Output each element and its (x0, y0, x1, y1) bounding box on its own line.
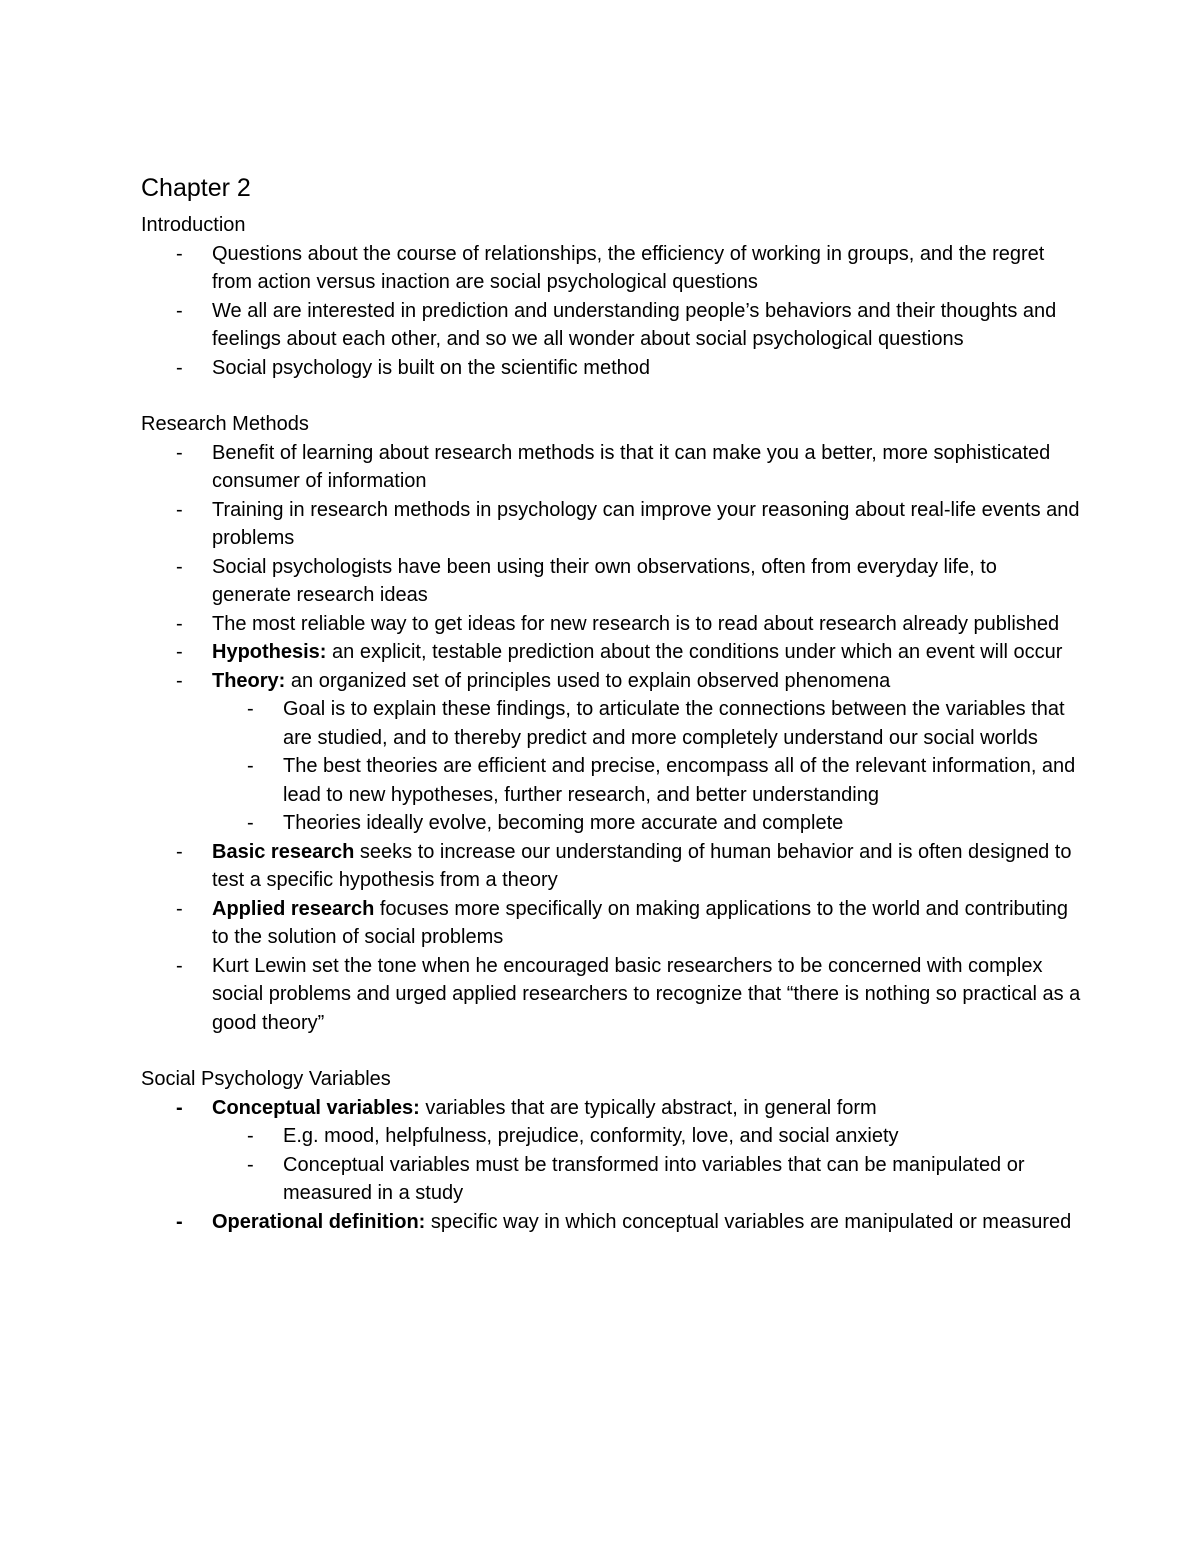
section-social-psychology-variables (141, 1065, 1081, 1236)
list-item (141, 354, 1081, 383)
list-item-text: Social psychologists have been using their own observations, often from everyday life, to generate research ideas (212, 555, 997, 606)
dash-bullet: - (247, 1153, 254, 1176)
section-heading: Introduction (141, 214, 246, 236)
dash-bullet: - (176, 242, 183, 265)
list-item (141, 952, 1081, 1038)
list-item-theory (141, 667, 1081, 838)
list-item-text: Social psychology is built on the scientific method (212, 356, 651, 379)
list-item (141, 439, 1081, 496)
sub-list-item (212, 809, 1081, 838)
list-item-text: Kurt Lewin set the tone when he encouraged basic researchers to be concerned with complex social problems and urged applied researchers to recognize that “there is nothing so practical as a good theory” (212, 954, 1081, 1034)
sub-list-item (212, 752, 1081, 809)
list-item (141, 610, 1081, 639)
sub-bullet-list (212, 1122, 1081, 1208)
term-label: Operational definition: (212, 1210, 426, 1233)
dash-bullet: - (247, 698, 254, 720)
list-item-operational-definition (141, 1208, 1081, 1237)
sub-list-item (212, 695, 1081, 752)
dash-bullet: - (176, 555, 183, 578)
section-introduction (141, 211, 1081, 382)
sub-list-item (212, 1151, 1081, 1208)
term-label: Applied research (212, 897, 375, 920)
dash-bullet: - (176, 1096, 183, 1119)
list-item-hypothesis (141, 638, 1081, 667)
section-heading: Social Psychology Variables (141, 1068, 391, 1090)
dash-bullet: - (176, 612, 183, 635)
list-item-text: The most reliable way to get ideas for new research is to read about research already published (212, 612, 1060, 635)
dash-bullet: - (176, 356, 183, 379)
bullet-list (141, 1094, 1081, 1237)
list-item-text: We all are interested in prediction and understanding people’s behaviors and their thoughts and feelings about each other, and so we all wonder about social psychological questions (212, 299, 1057, 350)
dash-bullet: - (176, 954, 183, 977)
sub-list-item-text: Conceptual variables must be transformed into variables that can be manipulated or measured in a study (283, 1153, 1025, 1204)
dash-bullet: - (176, 299, 183, 322)
definition-text: specific way in which conceptual variables are manipulated or measured (425, 1210, 1072, 1233)
list-item-text: Benefit of learning about research methods is that it can make you a better, more sophisticated consumer of information (212, 441, 1051, 492)
dash-bullet: - (176, 641, 183, 663)
sub-list-item (212, 1122, 1081, 1151)
list-item (141, 297, 1081, 354)
dash-bullet: - (176, 897, 183, 920)
dash-bullet: - (176, 441, 183, 464)
list-item (141, 553, 1081, 610)
bullet-list (141, 439, 1081, 1038)
term-label: Basic research (212, 840, 355, 863)
term-label: Conceptual variables: (212, 1096, 420, 1119)
list-item-applied-research (141, 895, 1081, 952)
definition-text: an explicit, testable prediction about the conditions under which an event will occur (326, 641, 1063, 663)
document-page (141, 170, 1081, 1236)
sub-list-item-text: Goal is to explain these findings, to articulate the connections between the variables that are studied, and to thereby predict and more completely understand our social worlds (283, 698, 1065, 749)
dash-bullet: - (247, 812, 254, 834)
dash-bullet: - (176, 1210, 183, 1233)
dash-bullet: - (176, 498, 183, 521)
bullet-list (141, 240, 1081, 383)
definition-text: an organized set of principles used to explain observed phenomena (285, 669, 891, 692)
term-label: Hypothesis: (212, 641, 327, 663)
list-item-text: Questions about the course of relationships, the efficiency of working in groups, and the regret from action versus inaction are social psychological questions (212, 242, 1045, 293)
dash-bullet: - (176, 840, 183, 863)
dash-bullet: - (247, 755, 254, 777)
sub-bullet-list (212, 695, 1081, 838)
definition-text: focuses more specifically on making applications to the world and contributing to the solution of social problems (212, 897, 1068, 948)
sub-list-item-text: E.g. mood, helpfulness, prejudice, conformity, love, and social anxiety (283, 1125, 899, 1147)
section-heading: Research Methods (141, 413, 309, 435)
page-title: Chapter 2 (141, 174, 251, 202)
list-item-text: Training in research methods in psychology can improve your reasoning about real-life events and problems (212, 498, 1080, 549)
list-item-basic-research (141, 838, 1081, 895)
dash-bullet: - (247, 1125, 254, 1147)
sub-list-item-text: Theories ideally evolve, becoming more accurate and complete (283, 812, 844, 834)
dash-bullet: - (176, 669, 183, 692)
sub-list-item-text: The best theories are efficient and precise, encompass all of the relevant information, and lead to new hypotheses, further research, and better understanding (283, 755, 1076, 806)
list-item-conceptual-variables (141, 1094, 1081, 1208)
list-item (141, 240, 1081, 297)
term-label: Theory: (212, 669, 286, 692)
section-research-methods (141, 410, 1081, 1037)
definition-text: seeks to increase our understanding of human behavior and is often designed to test a specific hypothesis from a theory (212, 840, 1072, 891)
definition-text: variables that are typically abstract, in general form (419, 1096, 877, 1119)
list-item (141, 496, 1081, 553)
